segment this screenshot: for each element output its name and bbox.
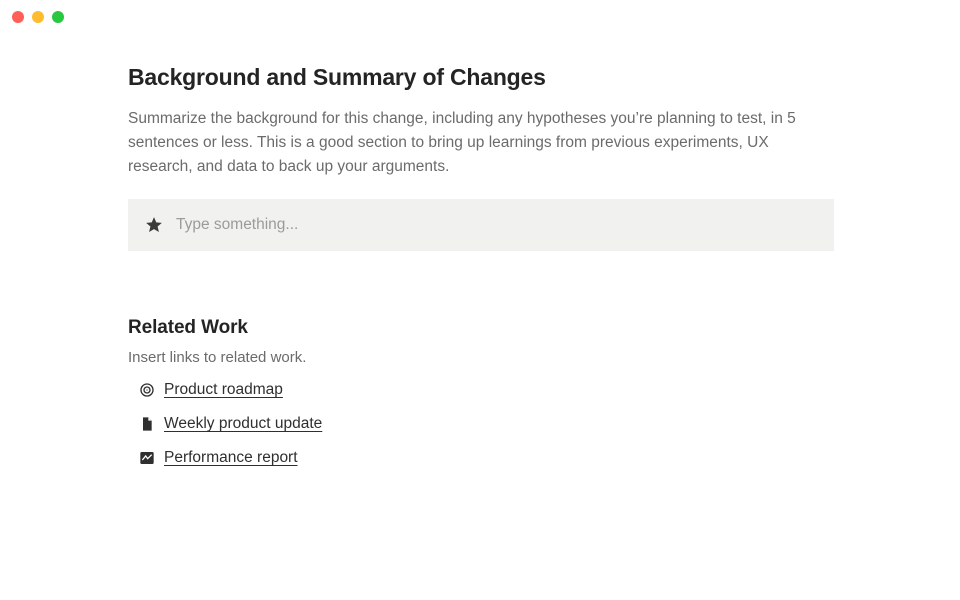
maximize-window-button[interactable] — [52, 11, 64, 23]
document-icon — [138, 415, 156, 433]
star-icon — [144, 215, 164, 235]
target-icon — [138, 381, 156, 399]
list-item[interactable] — [138, 378, 832, 402]
related-work-description: Insert links to related work. — [128, 349, 307, 366]
related-work-link[interactable]: Performance report — [164, 449, 298, 466]
text-input-block[interactable] — [128, 199, 834, 251]
background-paragraph: Summarize the background for this change, including any hypotheses you’re planning to test, in 5 sentences or less. This is a good section to bring up learnings from previous experiments, UX research, and data to back up your arguments. — [128, 110, 796, 175]
minimize-window-button[interactable] — [32, 11, 44, 23]
text-input-placeholder[interactable]: Type something... — [176, 216, 299, 233]
related-work-link[interactable]: Weekly product update — [164, 415, 323, 432]
list-item[interactable] — [138, 446, 832, 470]
close-window-button[interactable] — [12, 11, 24, 23]
window-controls — [12, 11, 64, 23]
related-work-list — [128, 378, 832, 470]
page-title: Background and Summary of Changes — [128, 64, 546, 90]
window-titlebar — [0, 0, 960, 34]
list-item[interactable] — [138, 412, 832, 436]
document-content — [0, 34, 960, 470]
related-work-link[interactable]: Product roadmap — [164, 381, 283, 398]
related-work-title: Related Work — [128, 317, 248, 338]
chart-icon — [138, 449, 156, 467]
